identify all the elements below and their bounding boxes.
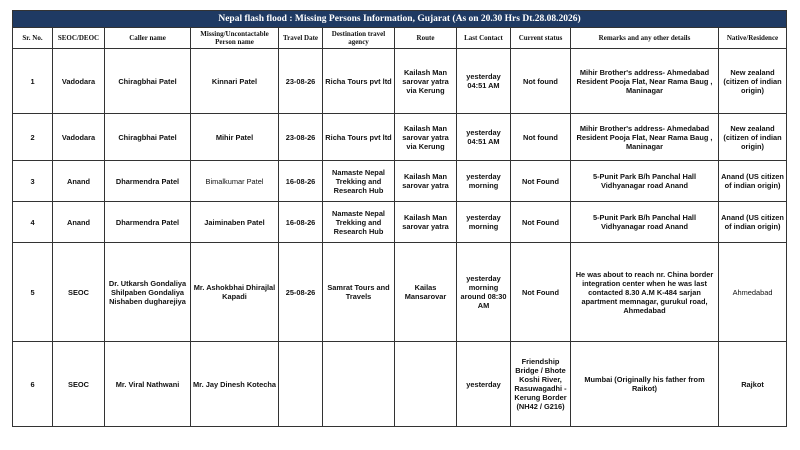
table-row (13, 243, 787, 342)
table-row (13, 49, 787, 114)
cell-native: New zealand (citizen of indian origin) (719, 114, 787, 161)
cell-remarks: Mihir Brother's address- Ahmedabad Resident Pooja Flat, Near Rama Baug , Maninagar (571, 114, 719, 161)
table-row (13, 114, 787, 161)
cell-sr-no: 2 (13, 114, 53, 161)
header-row (13, 28, 787, 49)
cell-current-status: Friendship Bridge / Bhote Koshi River, Rasuwagadhi -Kerung Border (NH42 / G216) (511, 342, 571, 427)
column-header-travel-agency: Destination travel agency (323, 28, 395, 49)
cell-travel-date: 16-08-26 (279, 202, 323, 243)
cell-travel-date: 16-08-26 (279, 161, 323, 202)
column-header-route: Route (395, 28, 457, 49)
cell-travel-date (279, 342, 323, 427)
column-header-missing-person: Missing/Uncontactable Person name (191, 28, 279, 49)
cell-native: New zealand (citizen of indian origin) (719, 49, 787, 114)
cell-missing-person: Jaiminaben Patel (191, 202, 279, 243)
cell-caller-name: Dr. Utkarsh Gondaliya Shilpaben Gondaliya Nishaben dugharejiya (105, 243, 191, 342)
cell-office: Anand (53, 161, 105, 202)
cell-caller-name: Chiragbhai Patel (105, 114, 191, 161)
cell-remarks: Mihir Brother's address- Ahmedabad Resident Pooja Flat, Near Rama Baug , Maninagar (571, 49, 719, 114)
cell-caller-name: Dharmendra Patel (105, 161, 191, 202)
cell-native: Anand (US citizen of indian origin) (719, 161, 787, 202)
cell-travel-date: 25-08-26 (279, 243, 323, 342)
cell-travel-agency: Namaste Nepal Trekking and Research Hub (323, 161, 395, 202)
cell-native: Ahmedabad (719, 243, 787, 342)
cell-native: Anand (US citizen of indian origin) (719, 202, 787, 243)
cell-sr-no: 1 (13, 49, 53, 114)
table-row (13, 161, 787, 202)
cell-route (395, 342, 457, 427)
cell-route: Kailash Man sarovar yatra via Kerung (395, 114, 457, 161)
cell-travel-agency: Namaste Nepal Trekking and Research Hub (323, 202, 395, 243)
cell-travel-date: 23-08-26 (279, 114, 323, 161)
cell-office: SEOC (53, 342, 105, 427)
cell-last-contact: yesterday (457, 342, 511, 427)
cell-missing-person: Kinnari Patel (191, 49, 279, 114)
missing-persons-table (12, 10, 787, 427)
cell-last-contact: yesterday 04:51 AM (457, 114, 511, 161)
cell-route: Kailash Man sarovar yatra (395, 161, 457, 202)
cell-travel-agency: Samrat Tours and Travels (323, 243, 395, 342)
column-header-sr-no: Sr. No. (13, 28, 53, 49)
cell-native: Rajkot (719, 342, 787, 427)
cell-route: Kailash Man sarovar yatra (395, 202, 457, 243)
cell-travel-agency: Richa Tours pvt ltd (323, 114, 395, 161)
cell-office: Vadodara (53, 114, 105, 161)
column-header-travel-date: Travel Date (279, 28, 323, 49)
cell-remarks: 5-Punit Park B/h Panchal Hall Vidhyanagar road Anand (571, 161, 719, 202)
cell-route: Kailash Man sarovar yatra via Kerung (395, 49, 457, 114)
column-header-native: Native/Residence (719, 28, 787, 49)
cell-caller-name: Dharmendra Patel (105, 202, 191, 243)
cell-travel-date: 23-08-26 (279, 49, 323, 114)
table-row (13, 202, 787, 243)
cell-remarks: He was about to reach nr. China border integration center when he was last contacted 8.30 A.M K-484 sarjan apartment memnagar, gurukul road, Ahmedabad (571, 243, 719, 342)
cell-last-contact: yesterday morning (457, 202, 511, 243)
cell-caller-name: Chiragbhai Patel (105, 49, 191, 114)
cell-remarks: Mumbai (Originally his father from Raikot) (571, 342, 719, 427)
cell-caller-name: Mr. Viral Nathwani (105, 342, 191, 427)
column-header-current-status: Current status (511, 28, 571, 49)
cell-travel-agency (323, 342, 395, 427)
cell-current-status: Not Found (511, 243, 571, 342)
cell-missing-person: Mr. Jay Dinesh Kotecha (191, 342, 279, 427)
column-header-last-contact: Last Contact (457, 28, 511, 49)
cell-last-contact: yesterday morning (457, 161, 511, 202)
cell-office: Anand (53, 202, 105, 243)
cell-missing-person: Bimalkumar Patel (191, 161, 279, 202)
cell-travel-agency: Richa Tours pvt ltd (323, 49, 395, 114)
page-title: Nepal flash flood : Missing Persons Information, Gujarat (As on 20.30 Hrs Dt.28.08.2026) (13, 11, 787, 28)
cell-office: SEOC (53, 243, 105, 342)
cell-last-contact: yesterday morning around 08:30 AM (457, 243, 511, 342)
column-header-office: SEOC/DEOC (53, 28, 105, 49)
cell-missing-person: Mihir Patel (191, 114, 279, 161)
table-row (13, 342, 787, 427)
cell-remarks: 5-Punit Park B/h Panchal Hall Vidhyanagar road Anand (571, 202, 719, 243)
cell-current-status: Not found (511, 114, 571, 161)
cell-office: Vadodara (53, 49, 105, 114)
cell-sr-no: 3 (13, 161, 53, 202)
missing-persons-sheet (12, 10, 786, 427)
cell-current-status: Not found (511, 49, 571, 114)
column-header-remarks: Remarks and any other details (571, 28, 719, 49)
cell-last-contact: yesterday 04:51 AM (457, 49, 511, 114)
cell-current-status: Not Found (511, 161, 571, 202)
cell-missing-person: Mr. Ashokbhai Dhirajlal Kapadi (191, 243, 279, 342)
cell-sr-no: 5 (13, 243, 53, 342)
cell-current-status: Not Found (511, 202, 571, 243)
column-header-caller-name: Caller name (105, 28, 191, 49)
cell-sr-no: 4 (13, 202, 53, 243)
cell-route: Kailas Mansarovar (395, 243, 457, 342)
cell-sr-no: 6 (13, 342, 53, 427)
